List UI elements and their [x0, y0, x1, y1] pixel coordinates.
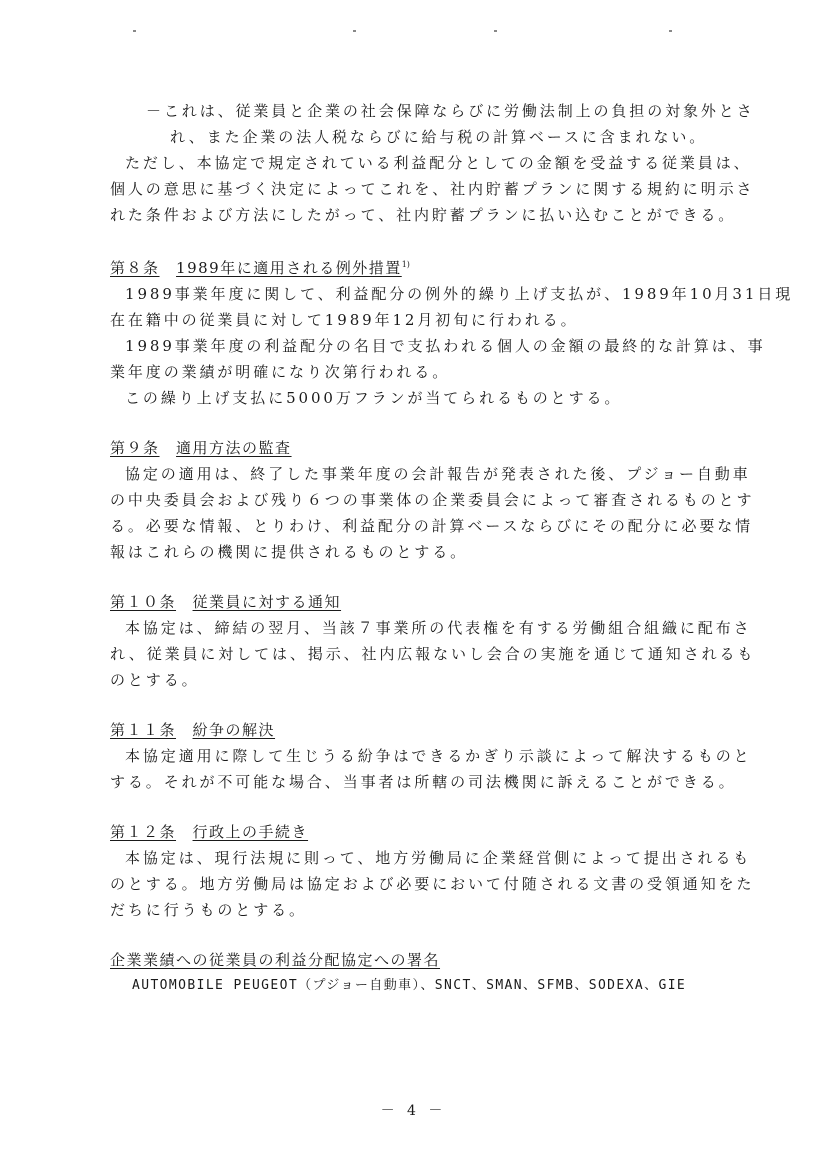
article-line: 在在籍中の従業員に対して1989年12月初旬に行われる。 — [110, 311, 579, 329]
article-line: る。必要な情報、とりわけ、利益配分の計算ベースならびにその配分に必要な情 — [110, 517, 754, 535]
footnote-ref: 1) — [401, 260, 410, 269]
article-line: する。それが不可能な場合、当事者は所轄の司法機関に訴えることができる。 — [110, 773, 737, 791]
article-line: 報はこれらの機関に提供されるものとする。 — [110, 543, 469, 561]
article-line: 1989事業年度に関して、利益配分の例外的繰り上げ支払が、1989年10月31日現 — [125, 285, 794, 303]
article-title: 紛争の解決 — [192, 721, 276, 739]
article-number: 第８条 — [110, 259, 160, 277]
article-title: 行政上の手続き — [192, 823, 309, 841]
article-line: の中央委員会および残り６つの事業体の企業委員会によって審査されるものとす — [110, 491, 755, 509]
article-line: のとする。 — [110, 671, 200, 689]
signature-heading — [110, 947, 750, 973]
article-heading — [110, 819, 750, 845]
intro-line: －これは、従業員と企業の社会保障ならびに労働法制上の負担の対象外とさ — [146, 102, 755, 120]
intro-line: 個人の意思に基づく決定によってこれを、社内貯蓄プランに関する規約に明示さ — [110, 180, 755, 198]
intro-line: れた条件および方法にしたがって、社内貯蓄プランに払い込むことができる。 — [110, 206, 737, 224]
signature-section — [110, 947, 750, 999]
article-line: 本協定適用に際して生じうる紛争はできるかぎり示談によって解決するものと — [125, 747, 752, 765]
scan-mark — [353, 30, 356, 32]
article-10 — [110, 589, 756, 693]
article-9 — [110, 435, 755, 565]
article-8 — [110, 252, 794, 411]
article-number: 第１２条 — [110, 823, 177, 841]
article-line: この繰り上げ支払に5000万フランが当てられるものとする。 — [125, 389, 623, 407]
article-line: れ、従業員に対しては、掲示、社内広報ないし会合の実施を通じて通知されるも — [110, 645, 756, 663]
article-line: 業年度の業績が明確になり次第行われる。 — [110, 363, 451, 381]
article-11 — [110, 717, 750, 795]
article-heading — [110, 252, 750, 281]
article-line: 本協定は、現行法規に則って、地方労働局に企業経営側によって提出されるも — [125, 849, 752, 867]
scan-mark — [133, 30, 136, 32]
article-12 — [110, 819, 755, 923]
article-number: 第１０条 — [110, 593, 177, 611]
intro-line: れ、また企業の法人税ならびに給与税の計算ベースに含まれない。 — [170, 128, 708, 146]
article-heading — [110, 589, 750, 615]
article-line: 協定の適用は、終了した事業年度の会計報告が発表された後、プジョー自動車 — [125, 465, 751, 483]
article-title: 適用方法の監査 — [176, 439, 292, 457]
article-line: 本協定は、締結の翌月、当該７事業所の代表権を有する労働組合組織に配布さ — [125, 619, 752, 637]
document-body — [110, 98, 794, 999]
article-line: だちに行うものとする。 — [110, 901, 307, 919]
article-number: 第９条 — [110, 439, 160, 457]
article-heading — [110, 717, 750, 743]
page-number: － 4 － — [380, 1103, 447, 1119]
article-heading — [110, 435, 750, 461]
article-title: 1989年に適用される例外措置 — [176, 259, 402, 277]
scan-mark — [494, 30, 497, 32]
signature-heading-text: 企業業績への従業員の利益分配協定への署名 — [110, 951, 441, 969]
intro-section — [110, 98, 755, 228]
signatories: AUTOMOBILE PEUGEOT（プジョー自動車）、SNCT、SMAN、SFMB、SODEXA、GIE — [132, 978, 687, 993]
article-title: 従業員に対する通知 — [192, 593, 342, 611]
intro-line: ただし、本協定で規定されている利益配分としての金額を受益する従業員は、 — [125, 154, 752, 172]
article-line: のとする。地方労働局は協定および必要において付随される文書の受領通知をた — [110, 875, 755, 893]
article-line: 1989事業年度の利益配分の名目で支払われる個人の金額の最終的な計算は、事 — [125, 337, 766, 355]
scan-mark — [669, 30, 672, 32]
article-number: 第１１条 — [110, 721, 177, 739]
